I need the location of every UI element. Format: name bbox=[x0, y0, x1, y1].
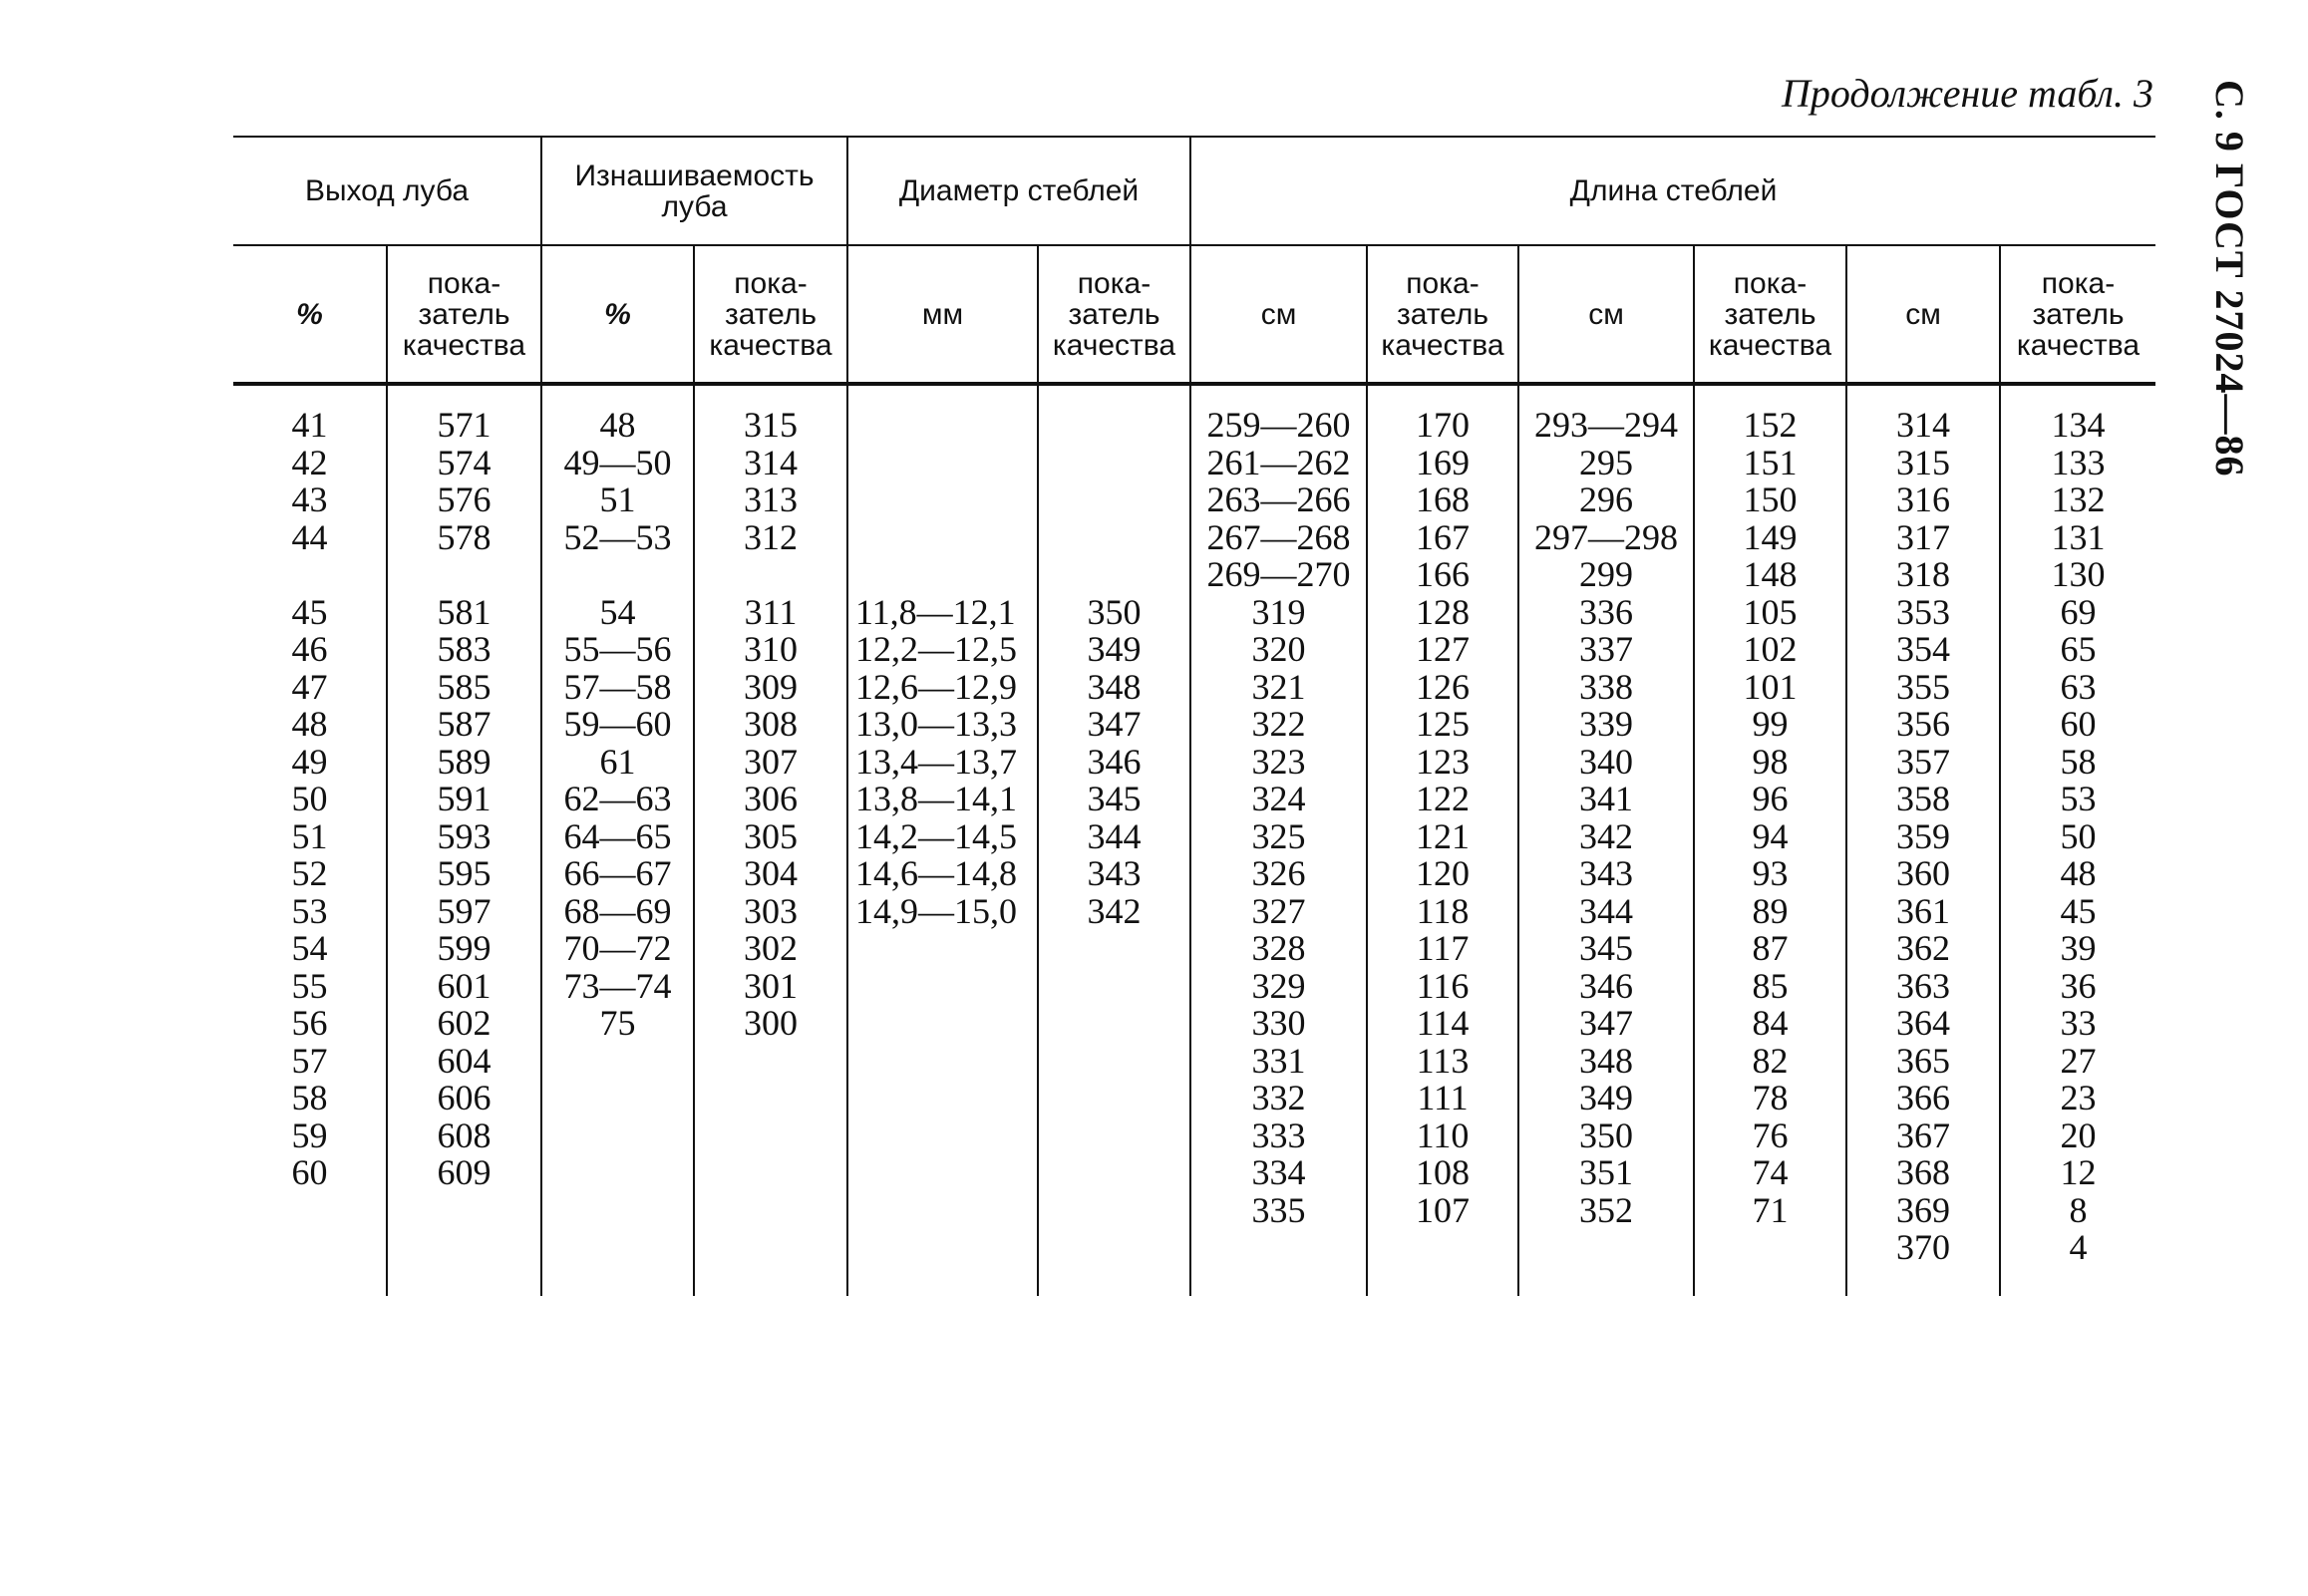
table-cell: 352 bbox=[1579, 1189, 1633, 1230]
table-cell: 358 bbox=[1896, 779, 1950, 818]
table-cell: 121 bbox=[1416, 815, 1470, 856]
table-cell: 308 bbox=[744, 704, 798, 744]
table-cell: 117 bbox=[1416, 928, 1470, 968]
table-cell: 349 bbox=[1087, 629, 1142, 669]
table-cell: 54 bbox=[291, 928, 328, 968]
table-cell: 346 bbox=[1087, 741, 1142, 782]
table-cell: 45 bbox=[291, 591, 328, 632]
table-cell: 306 bbox=[744, 779, 798, 818]
table-cell: 353 bbox=[1896, 591, 1950, 632]
table-cell: 169 bbox=[1416, 442, 1470, 482]
table-cell: 343 bbox=[1087, 853, 1142, 893]
table-cell: 60 bbox=[291, 1152, 328, 1192]
table-cell: 348 bbox=[1579, 1040, 1633, 1081]
table-cell bbox=[233, 556, 386, 594]
table-cell: 66—67 bbox=[563, 853, 672, 893]
subheader-quality-index: пока- затель качества bbox=[709, 266, 832, 362]
table-cell bbox=[855, 445, 1035, 482]
table-cell: 36 bbox=[2060, 965, 2097, 1006]
table-cell: 8 bbox=[2069, 1189, 2088, 1230]
table-cell: 170 bbox=[1416, 405, 1470, 445]
table-cell: 75 bbox=[599, 1003, 636, 1043]
table-cell: 300 bbox=[744, 1003, 798, 1043]
table-cell: 345 bbox=[1579, 928, 1633, 968]
table-cell bbox=[542, 556, 693, 594]
table-cell: 593 bbox=[437, 815, 492, 856]
table-cell: 49—50 bbox=[563, 442, 672, 482]
table-cell: 325 bbox=[1251, 815, 1306, 856]
header-stem-diameter: Диаметр стеблей bbox=[898, 174, 1140, 207]
table-cell: 98 bbox=[1752, 741, 1789, 782]
table-cell: 14,2—14,5 bbox=[855, 815, 1017, 856]
table-cell: 368 bbox=[1896, 1152, 1950, 1192]
table-cell: 342 bbox=[1087, 890, 1142, 931]
table-cell: 69 bbox=[2060, 591, 2097, 632]
table-cell bbox=[1039, 519, 1189, 557]
table-cell: 13,0—13,3 bbox=[855, 704, 1017, 744]
table-cell: 310 bbox=[744, 629, 798, 669]
table-cell bbox=[855, 519, 1035, 557]
table-cell bbox=[1039, 445, 1189, 482]
table-cell: 324 bbox=[1251, 779, 1306, 818]
table-cell: 64—65 bbox=[563, 815, 672, 856]
table-cell: 323 bbox=[1251, 741, 1306, 782]
header-bottom-rule bbox=[233, 382, 2155, 386]
table-cell: 128 bbox=[1416, 591, 1470, 632]
table-cell: 50 bbox=[2060, 815, 2097, 856]
column-wear-quality bbox=[695, 407, 846, 1043]
table-cell: 87 bbox=[1752, 928, 1789, 968]
table-cell: 370 bbox=[1896, 1227, 1950, 1267]
subheader-cm: см bbox=[1905, 297, 1941, 331]
table-cell bbox=[855, 407, 1035, 445]
table-cell bbox=[695, 556, 846, 594]
table-cell: 301 bbox=[744, 965, 798, 1006]
table-cell: 23 bbox=[2060, 1078, 2097, 1117]
table-cell: 99 bbox=[1752, 704, 1789, 744]
table-cell: 293—294 bbox=[1534, 405, 1678, 445]
table-cell: 339 bbox=[1579, 704, 1633, 744]
table-cell: 61 bbox=[599, 741, 636, 782]
table-cell: 344 bbox=[1087, 815, 1142, 856]
table-cell: 45 bbox=[2060, 890, 2097, 931]
table-cell: 578 bbox=[437, 516, 492, 557]
table-cell: 167 bbox=[1416, 516, 1470, 557]
table-cell: 302 bbox=[744, 928, 798, 968]
table-cell: 581 bbox=[437, 591, 492, 632]
table-cell: 320 bbox=[1251, 629, 1306, 669]
table-cell: 263—266 bbox=[1206, 479, 1351, 519]
table-cell: 82 bbox=[1752, 1040, 1789, 1081]
table-cell: 108 bbox=[1416, 1152, 1470, 1192]
table-cell: 363 bbox=[1896, 965, 1950, 1006]
subheader-quality-index: пока- затель качества bbox=[1708, 266, 1832, 362]
table-cell: 133 bbox=[2051, 442, 2106, 482]
subheader-quality-index: пока- затель качества bbox=[2016, 266, 2141, 362]
table-cell: 41 bbox=[291, 405, 328, 445]
table-cell: 125 bbox=[1416, 704, 1470, 744]
subheader-percent: % bbox=[604, 297, 631, 331]
table-cell: 48 bbox=[291, 704, 328, 744]
table-cell: 48 bbox=[599, 405, 636, 445]
table-cell: 574 bbox=[437, 442, 492, 482]
table-cell: 330 bbox=[1251, 1003, 1306, 1043]
table-cell: 606 bbox=[437, 1078, 492, 1117]
table-cell: 354 bbox=[1896, 629, 1950, 669]
subheader-quality-index: пока- затель качества bbox=[1381, 266, 1504, 362]
table-cell: 309 bbox=[744, 666, 798, 707]
column-yield-percent bbox=[233, 407, 386, 1192]
table-cell: 361 bbox=[1896, 890, 1950, 931]
table-cell: 134 bbox=[2051, 405, 2106, 445]
table-cell bbox=[1039, 407, 1189, 445]
table-cell: 602 bbox=[437, 1003, 492, 1043]
table-cell: 166 bbox=[1416, 554, 1470, 594]
table-cell: 315 bbox=[744, 405, 798, 445]
table-cell: 583 bbox=[437, 629, 492, 669]
column-diameter-quality bbox=[1039, 407, 1189, 930]
table-cell: 307 bbox=[744, 741, 798, 782]
table-cell: 315 bbox=[1896, 442, 1950, 482]
table-cell: 149 bbox=[1743, 516, 1798, 557]
table-cell: 46 bbox=[291, 629, 328, 669]
table-cell: 267—268 bbox=[1206, 516, 1351, 557]
table-cell: 55 bbox=[291, 965, 328, 1006]
table-cell: 74 bbox=[1752, 1152, 1789, 1192]
table-cell: 55—56 bbox=[563, 629, 672, 669]
table-cell: 571 bbox=[437, 405, 492, 445]
subheader-mm: мм bbox=[921, 297, 964, 331]
table-cell: 338 bbox=[1579, 666, 1633, 707]
table-cell: 51 bbox=[599, 479, 636, 519]
table-cell: 367 bbox=[1896, 1115, 1950, 1155]
table-cell: 591 bbox=[437, 779, 492, 818]
table-cell: 116 bbox=[1416, 965, 1470, 1006]
table-cell: 132 bbox=[2051, 479, 2106, 519]
table-cell: 105 bbox=[1743, 591, 1798, 632]
table-cell: 43 bbox=[291, 479, 328, 519]
column-length2-quality bbox=[1695, 407, 1845, 1229]
table-cell: 12,2—12,5 bbox=[855, 629, 1017, 669]
table-cell: 337 bbox=[1579, 629, 1633, 669]
table-cell: 58 bbox=[291, 1078, 328, 1117]
table-cell: 360 bbox=[1896, 853, 1950, 893]
header-bast-wear: Изнашиваемость луба bbox=[574, 159, 815, 223]
table-cell: 102 bbox=[1743, 629, 1798, 669]
table-cell bbox=[855, 556, 1035, 594]
table-cell: 326 bbox=[1251, 853, 1306, 893]
table-cell: 350 bbox=[1087, 591, 1142, 632]
table-cell: 599 bbox=[437, 928, 492, 968]
table-cell: 11,8—12,1 bbox=[855, 591, 1016, 632]
table-cell: 12,6—12,9 bbox=[855, 666, 1017, 707]
column-length2-cm bbox=[1519, 407, 1693, 1229]
table-cell: 53 bbox=[291, 890, 328, 931]
table-cell: 344 bbox=[1579, 890, 1633, 931]
table-cell: 343 bbox=[1579, 853, 1633, 893]
table-cell: 313 bbox=[744, 479, 798, 519]
table-cell: 93 bbox=[1752, 853, 1789, 893]
table-cell: 608 bbox=[437, 1115, 492, 1155]
column-length1-quality bbox=[1368, 407, 1517, 1229]
table-cell: 13,4—13,7 bbox=[855, 741, 1017, 782]
table-cell: 70—72 bbox=[563, 928, 672, 968]
table-continuation-note: Продолжение табл. 3 bbox=[1781, 71, 2153, 116]
table-cell: 27 bbox=[2060, 1040, 2097, 1081]
table-cell: 316 bbox=[1896, 479, 1950, 519]
table-cell: 84 bbox=[1752, 1003, 1789, 1043]
table-cell: 269—270 bbox=[1206, 554, 1351, 594]
table-cell: 347 bbox=[1579, 1003, 1633, 1043]
table-cell: 296 bbox=[1579, 479, 1633, 519]
table-cell: 12 bbox=[2060, 1152, 2097, 1192]
table-cell: 604 bbox=[437, 1040, 492, 1081]
table-cell: 123 bbox=[1416, 741, 1470, 782]
table-cell: 13,8—14,1 bbox=[855, 779, 1017, 818]
table-cell: 4 bbox=[2069, 1227, 2088, 1267]
table-cell: 56 bbox=[291, 1003, 328, 1043]
table-cell: 44 bbox=[291, 516, 328, 557]
table-cell: 321 bbox=[1251, 666, 1306, 707]
subheader-quality-index: пока- затель качества bbox=[402, 266, 526, 362]
table-cell: 89 bbox=[1752, 890, 1789, 931]
table-cell: 68—69 bbox=[563, 890, 672, 931]
table-cell: 314 bbox=[744, 442, 798, 482]
table-cell: 322 bbox=[1251, 704, 1306, 744]
column-wear-percent bbox=[542, 407, 693, 1043]
table-cell bbox=[1039, 556, 1189, 594]
table-cell: 297—298 bbox=[1534, 516, 1678, 557]
table-cell: 52—53 bbox=[563, 516, 672, 557]
table-cell: 127 bbox=[1416, 629, 1470, 669]
table-cell: 314 bbox=[1896, 405, 1950, 445]
table-cell: 78 bbox=[1752, 1078, 1789, 1117]
column-length3-cm bbox=[1847, 407, 1999, 1267]
table-cell: 342 bbox=[1579, 815, 1633, 856]
table-cell: 48 bbox=[2060, 853, 2097, 893]
table-cell: 305 bbox=[744, 815, 798, 856]
table-cell: 110 bbox=[1416, 1115, 1470, 1155]
column-length1-cm bbox=[1191, 407, 1366, 1229]
table-cell: 589 bbox=[437, 741, 492, 782]
table-cell: 333 bbox=[1251, 1115, 1306, 1155]
table-cell: 348 bbox=[1087, 666, 1142, 707]
table-cell: 340 bbox=[1579, 741, 1633, 782]
table-cell: 120 bbox=[1416, 853, 1470, 893]
table-cell: 576 bbox=[437, 479, 492, 519]
column-yield-quality bbox=[388, 407, 540, 1192]
table-cell: 609 bbox=[437, 1152, 492, 1192]
table-cell: 311 bbox=[744, 591, 798, 632]
table-cell: 328 bbox=[1251, 928, 1306, 968]
table-cell bbox=[388, 556, 540, 594]
table-cell: 76 bbox=[1752, 1115, 1789, 1155]
table-cell: 94 bbox=[1752, 815, 1789, 856]
table-cell: 331 bbox=[1251, 1040, 1306, 1081]
table-cell: 351 bbox=[1579, 1152, 1633, 1192]
table-cell: 59 bbox=[291, 1115, 328, 1155]
table-cell: 131 bbox=[2051, 516, 2106, 557]
table-cell: 58 bbox=[2060, 741, 2097, 782]
table-cell: 57 bbox=[291, 1040, 328, 1081]
table-cell: 362 bbox=[1896, 928, 1950, 968]
table-cell: 299 bbox=[1579, 554, 1633, 594]
table-cell: 168 bbox=[1416, 479, 1470, 519]
header-stem-length: Длина стеблей bbox=[1569, 174, 1778, 207]
table-cell: 118 bbox=[1416, 890, 1470, 931]
table-cell: 355 bbox=[1896, 666, 1950, 707]
table-cell: 148 bbox=[1743, 554, 1798, 594]
table-cell: 318 bbox=[1896, 554, 1950, 594]
subheader-cm: см bbox=[1260, 297, 1297, 331]
subheader-quality-index: пока- затель качества bbox=[1052, 266, 1176, 362]
table-cell: 336 bbox=[1579, 591, 1633, 632]
table-cell: 601 bbox=[437, 965, 492, 1006]
table-cell: 261—262 bbox=[1206, 442, 1351, 482]
table-cell: 39 bbox=[2060, 928, 2097, 968]
table-cell: 365 bbox=[1896, 1040, 1950, 1081]
table-cell: 357 bbox=[1896, 741, 1950, 782]
table-cell: 334 bbox=[1251, 1152, 1306, 1192]
table-cell: 327 bbox=[1251, 890, 1306, 931]
subheader-cm: см bbox=[1588, 297, 1624, 331]
table-cell: 587 bbox=[437, 704, 492, 744]
table-cell: 259—260 bbox=[1206, 405, 1351, 445]
table-cell: 356 bbox=[1896, 704, 1950, 744]
table-cell: 60 bbox=[2060, 704, 2097, 744]
table-cell: 111 bbox=[1417, 1078, 1469, 1117]
table-cell: 126 bbox=[1416, 666, 1470, 707]
table-cell: 317 bbox=[1896, 516, 1950, 557]
table-cell: 359 bbox=[1896, 815, 1950, 856]
table-cell bbox=[855, 481, 1035, 519]
table-cell: 63 bbox=[2060, 666, 2097, 707]
table-cell: 62—63 bbox=[563, 779, 672, 818]
table-cell: 335 bbox=[1251, 1189, 1306, 1230]
table-cell: 113 bbox=[1416, 1040, 1470, 1081]
table-cell: 152 bbox=[1743, 405, 1798, 445]
table-cell: 349 bbox=[1579, 1078, 1633, 1117]
table-cell: 59—60 bbox=[563, 704, 672, 744]
column-diameter-mm bbox=[855, 407, 1035, 930]
table-cell: 597 bbox=[437, 890, 492, 931]
table-cell: 295 bbox=[1579, 442, 1633, 482]
table-cell: 585 bbox=[437, 666, 492, 707]
table-cell bbox=[1039, 481, 1189, 519]
table-cell: 346 bbox=[1579, 965, 1633, 1006]
header-bast-yield: Выход луба bbox=[304, 174, 470, 207]
table-cell: 101 bbox=[1743, 666, 1798, 707]
table-cell: 150 bbox=[1743, 479, 1798, 519]
table-cell: 14,6—14,8 bbox=[855, 853, 1017, 893]
table-cell: 73—74 bbox=[563, 965, 672, 1006]
table-cell: 53 bbox=[2060, 779, 2097, 818]
table-cell: 42 bbox=[291, 442, 328, 482]
table-cell: 329 bbox=[1251, 965, 1306, 1006]
table-cell: 341 bbox=[1579, 779, 1633, 818]
table-cell: 319 bbox=[1251, 591, 1306, 632]
table-cell: 50 bbox=[291, 779, 328, 818]
column-length3-quality bbox=[2001, 407, 2155, 1267]
table-cell: 364 bbox=[1896, 1003, 1950, 1043]
table-cell: 47 bbox=[291, 666, 328, 707]
table-cell: 52 bbox=[291, 853, 328, 893]
table-cell: 114 bbox=[1416, 1003, 1470, 1043]
table-cell: 54 bbox=[599, 591, 636, 632]
table-cell: 350 bbox=[1579, 1115, 1633, 1155]
table-cell: 595 bbox=[437, 853, 492, 893]
table-cell: 345 bbox=[1087, 779, 1142, 818]
table-cell: 332 bbox=[1251, 1078, 1306, 1117]
table-cell: 49 bbox=[291, 741, 328, 782]
table-cell: 369 bbox=[1896, 1189, 1950, 1230]
table-cell: 20 bbox=[2060, 1115, 2097, 1155]
table-cell: 122 bbox=[1416, 779, 1470, 818]
table-cell: 366 bbox=[1896, 1078, 1950, 1117]
table-cell: 130 bbox=[2051, 554, 2106, 594]
table-cell: 33 bbox=[2060, 1003, 2097, 1043]
subheader-percent: % bbox=[296, 297, 323, 331]
table-cell: 71 bbox=[1752, 1189, 1789, 1230]
table-cell: 57—58 bbox=[563, 666, 672, 707]
table-cell: 312 bbox=[744, 516, 798, 557]
table-cell: 51 bbox=[291, 815, 328, 856]
table-cell: 85 bbox=[1752, 965, 1789, 1006]
page-standard-label: С. 9 ГОСТ 27024—86 bbox=[2207, 80, 2252, 478]
table-cell: 14,9—15,0 bbox=[855, 890, 1017, 931]
table-cell: 151 bbox=[1743, 442, 1798, 482]
table-cell: 96 bbox=[1752, 779, 1789, 818]
table-cell: 303 bbox=[744, 890, 798, 931]
table-cell: 304 bbox=[744, 853, 798, 893]
table-cell: 347 bbox=[1087, 704, 1142, 744]
table-cell: 107 bbox=[1416, 1189, 1470, 1230]
table-cell: 65 bbox=[2060, 629, 2097, 669]
